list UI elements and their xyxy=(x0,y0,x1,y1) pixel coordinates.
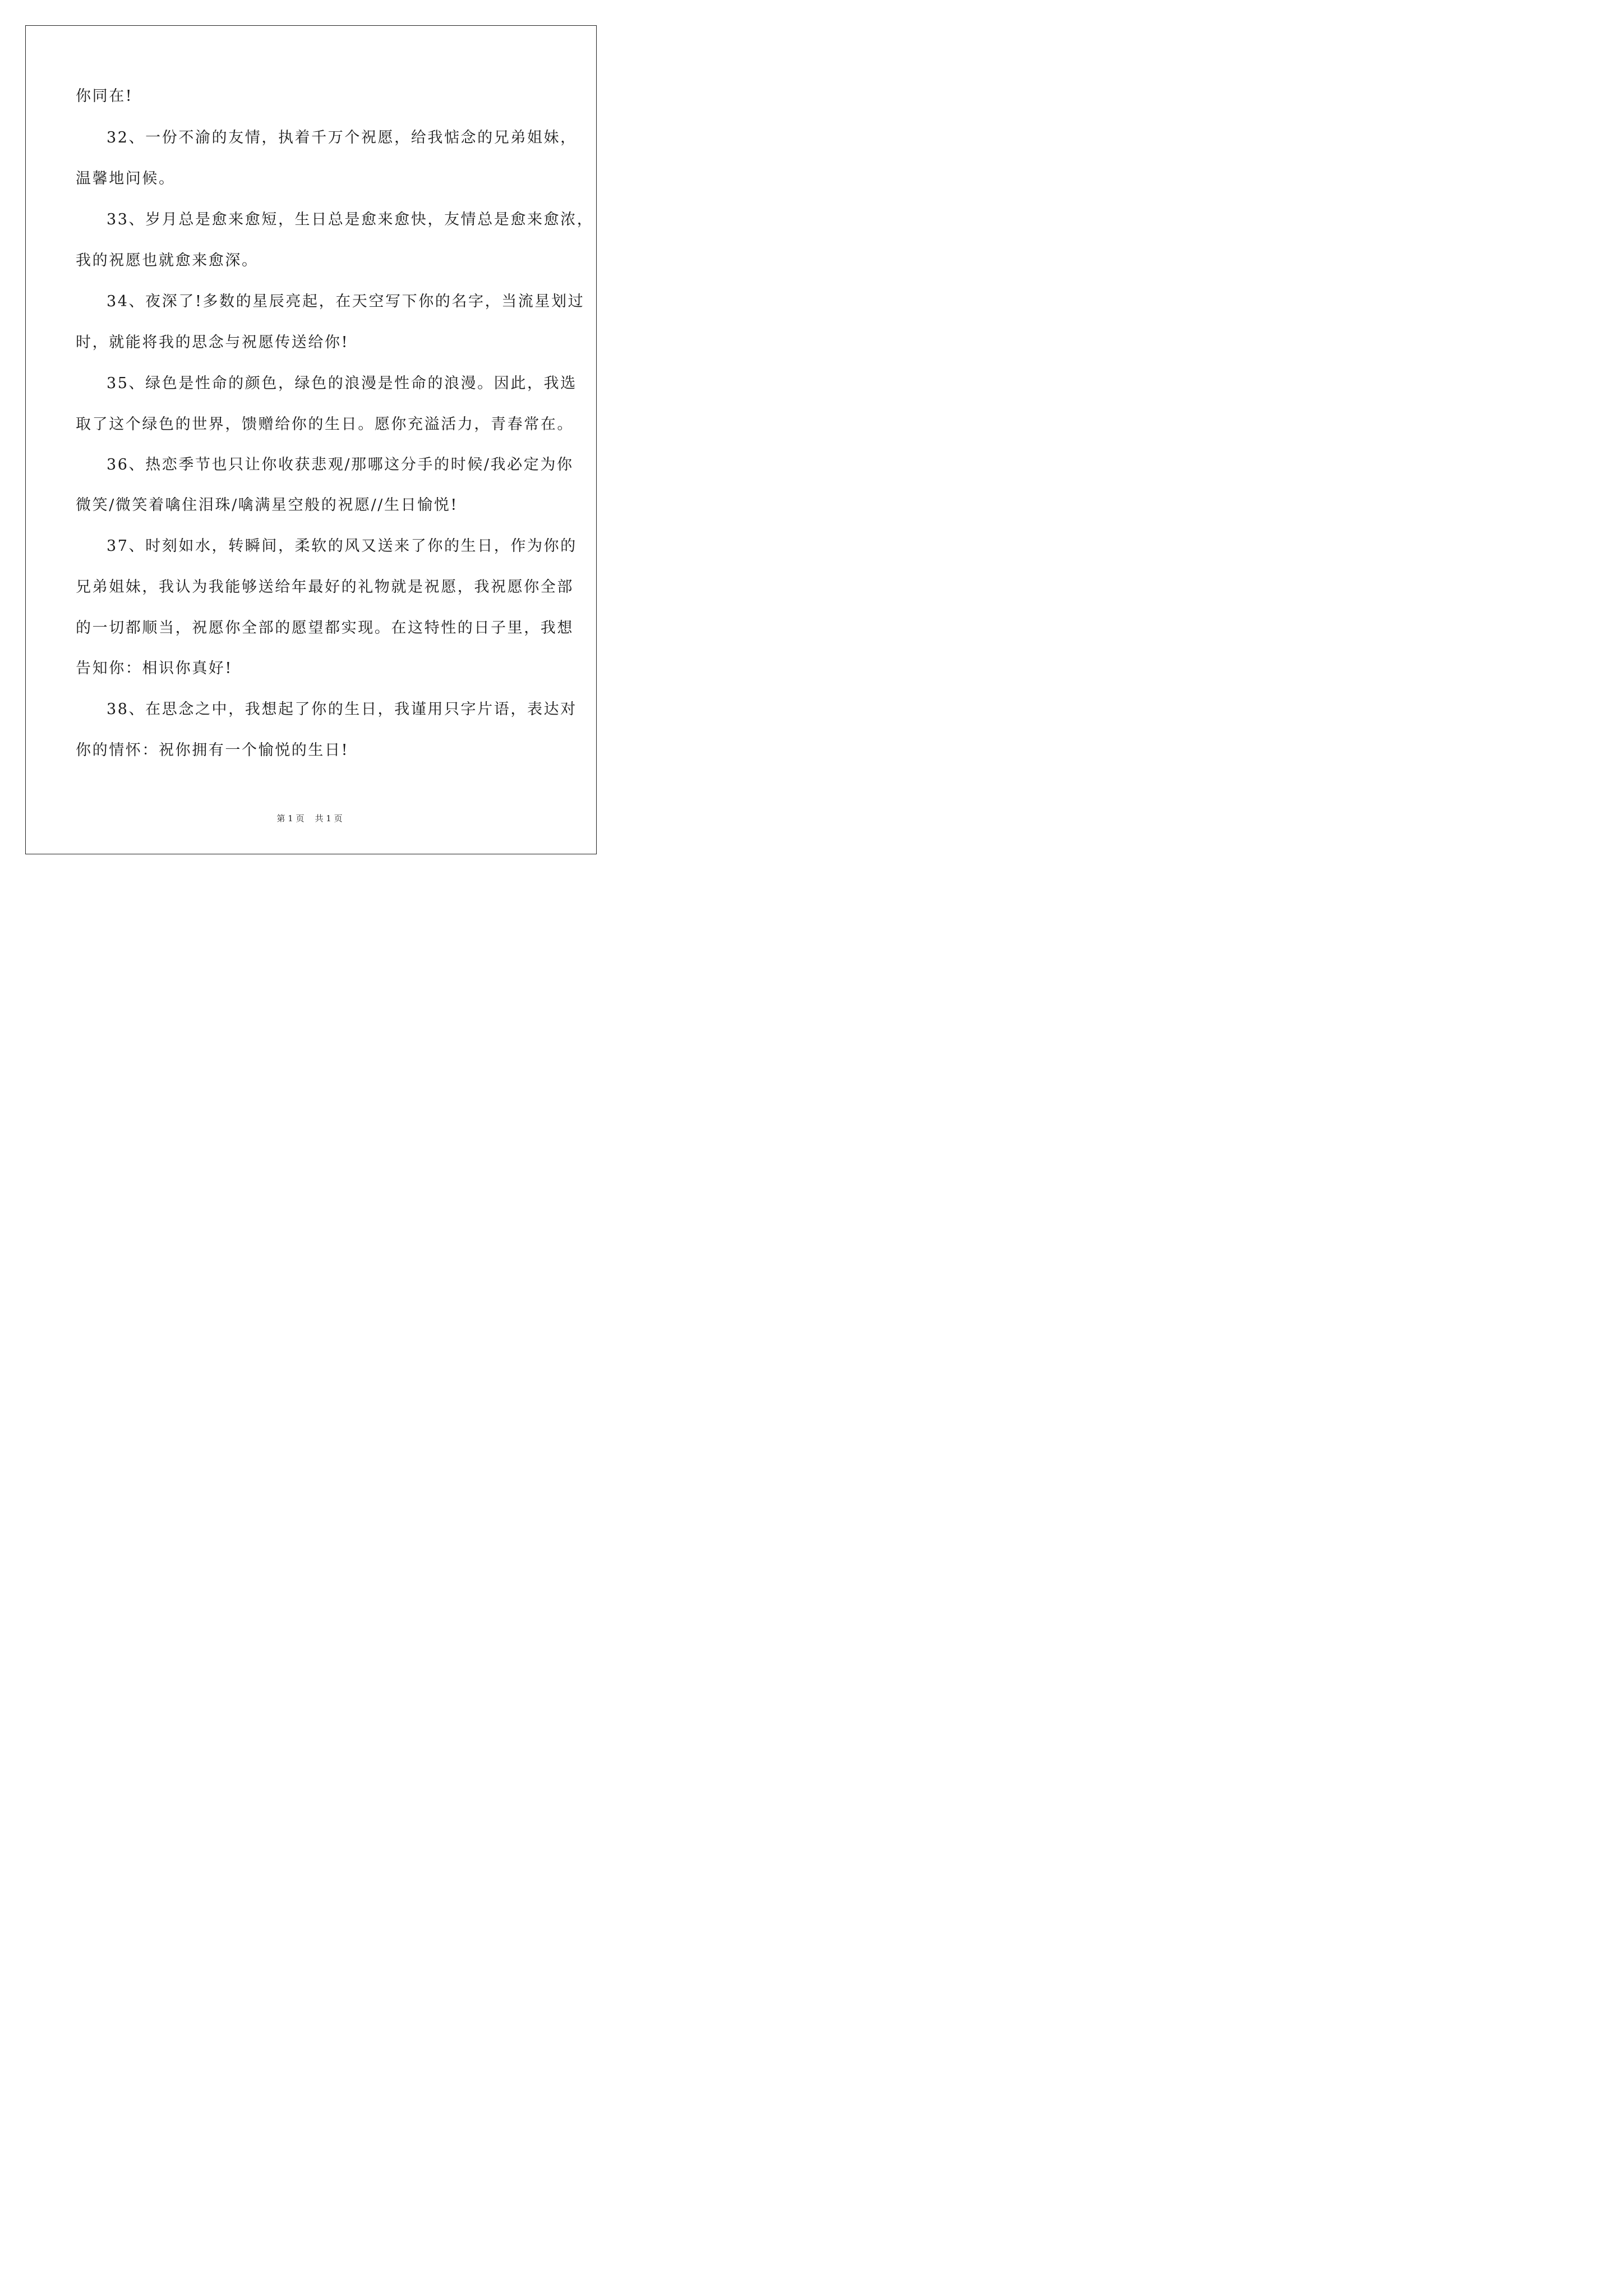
paragraph-33-line-2: 我的祝愿也就愈来愈深。 xyxy=(76,252,259,269)
paragraph-34-line-1: 34、夜深了!多数的星辰亮起，在天空写下你的名字，当流星划过 xyxy=(107,293,585,310)
page-border xyxy=(25,25,597,854)
paragraph-38-line-1: 38、在思念之中，我想起了你的生日，我谨用只字片语，表达对 xyxy=(107,701,577,718)
paragraph-37-line-4: 告知你：相识你真好! xyxy=(76,660,233,677)
paragraph-38-line-2: 你的情怀：祝你拥有一个愉悦的生日! xyxy=(76,742,349,759)
paragraph-36-line-2: 微笑/微笑着噙住泪珠/噙满星空般的祝愿//生日愉悦! xyxy=(76,496,458,514)
paragraph-37-line-2: 兄弟姐妹，我认为我能够送给年最好的礼物就是祝愿，我祝愿你全部 xyxy=(76,578,574,596)
paragraph-34-line-2: 时，就能将我的思念与祝愿传送给你! xyxy=(76,334,349,351)
paragraph-35-line-2: 取了这个绿色的世界，馈赠给你的生日。愿你充溢活力，青春常在。 xyxy=(76,416,574,433)
page-total: 共 1 页 xyxy=(315,813,343,823)
paragraph-35-line-1: 35、绿色是性命的颜色，绿色的浪漫是性命的浪漫。因此，我选 xyxy=(107,375,577,392)
paragraph-37-line-3: 的一切都顺当，祝愿你全部的愿望都实现。在这特性的日子里，我想 xyxy=(76,619,574,637)
page-footer xyxy=(0,813,619,824)
paragraph-36-line-1: 36、热恋季节也只让你收获悲观/那哪这分手的时候/我必定为你 xyxy=(107,456,574,473)
paragraph-32-line-2: 温馨地问候。 xyxy=(76,170,176,187)
paragraph-37-line-1: 37、时刻如水，转瞬间，柔软的风又送来了你的生日，作为你的 xyxy=(107,537,577,555)
paragraph-33-line-1: 33、岁月总是愈来愈短，生日总是愈来愈快，友情总是愈来愈浓， xyxy=(107,211,594,228)
paragraph-32-line-1: 32、一份不渝的友情，执着千万个祝愿，给我惦念的兄弟姐妹， xyxy=(107,129,577,146)
text-line: 你同在! xyxy=(76,88,133,105)
page-number: 第 1 页 xyxy=(276,813,305,823)
